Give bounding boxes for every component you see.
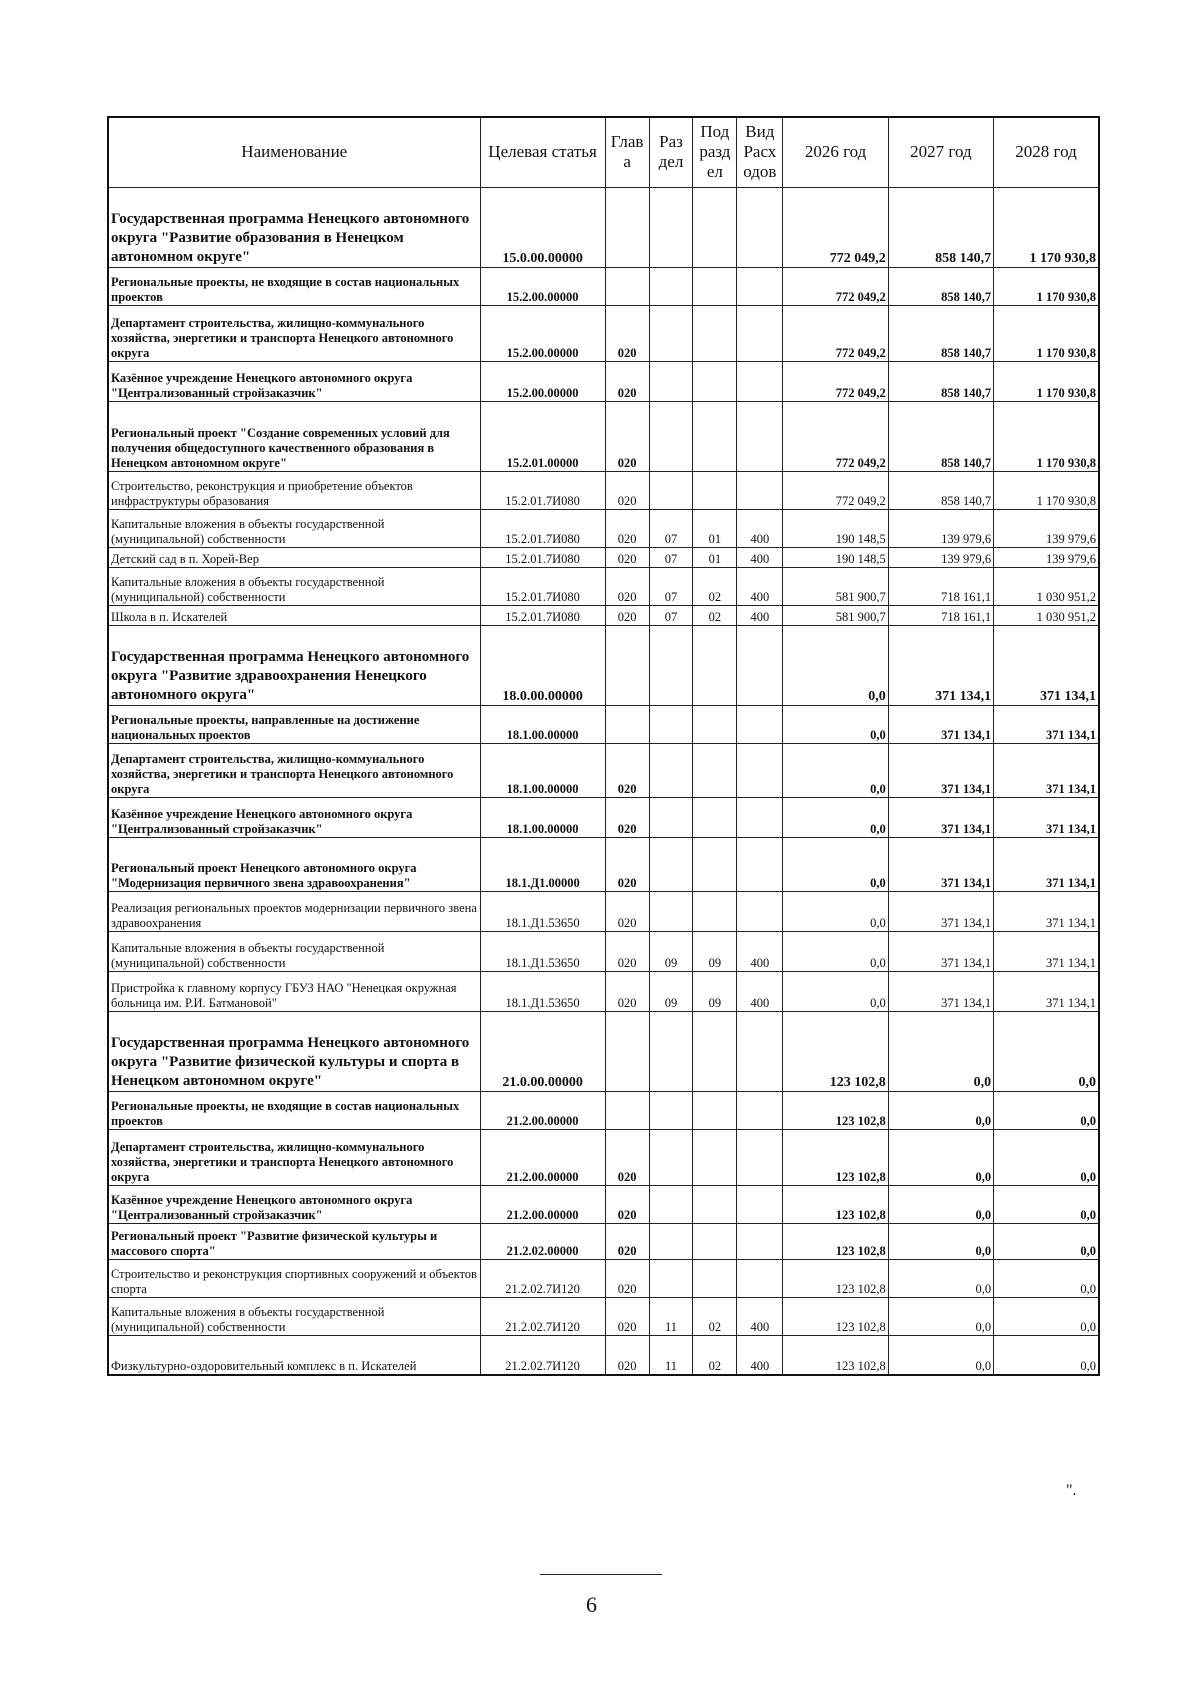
header-exp-type: Вид Расх одов [737,117,783,187]
cell-y2028: 0,0 [994,1129,1099,1185]
cell-chapter: 020 [605,1185,649,1223]
cell-exp-type: 400 [737,931,783,971]
cell-chapter: 020 [605,471,649,509]
cell-chapter: 020 [605,891,649,931]
table-row [108,605,1099,625]
cell-chapter: 020 [605,1335,649,1375]
cell-exp-type [737,1259,783,1297]
cell-section: 09 [649,971,693,1011]
header-subsection: Под разд ел [693,117,737,187]
cell-y2027: 0,0 [888,1185,993,1223]
cell-y2026: 123 102,8 [783,1091,888,1129]
table-row [108,1297,1099,1335]
cell-y2026: 190 148,5 [783,509,888,547]
cell-name: Капитальные вложения в объекты государственной (муниципальной) собственности [108,509,480,547]
cell-y2026: 772 049,2 [783,305,888,361]
cell-y2028: 371 134,1 [994,743,1099,797]
cell-name: Физкультурно-оздоровительный комплекс в п. Искателей [108,1335,480,1375]
table-row [108,797,1099,837]
cell-y2027: 858 140,7 [888,267,993,305]
cell-exp-type [737,1129,783,1185]
cell-name: Региональные проекты, не входящие в состав национальных проектов [108,267,480,305]
cell-target: 15.2.00.00000 [480,305,605,361]
table-row [108,705,1099,743]
cell-y2028: 1 170 930,8 [994,305,1099,361]
header-chapter: Глав а [605,117,649,187]
cell-y2027: 0,0 [888,1011,993,1091]
cell-section [649,743,693,797]
cell-y2026: 772 049,2 [783,471,888,509]
cell-name: Региональные проекты, не входящие в состав национальных проектов [108,1091,480,1129]
header-target: Целевая статья [480,117,605,187]
cell-y2027: 371 134,1 [888,625,993,705]
cell-subsection [693,625,737,705]
cell-y2028: 371 134,1 [994,625,1099,705]
cell-name: Государственная программа Ненецкого автономного округа "Развитие здравоохранения Ненецкого автономного округа" [108,625,480,705]
cell-y2026: 581 900,7 [783,605,888,625]
cell-subsection [693,1223,737,1259]
cell-section [649,837,693,891]
cell-y2026: 772 049,2 [783,361,888,401]
table-row [108,743,1099,797]
cell-target: 15.2.00.00000 [480,361,605,401]
cell-section [649,705,693,743]
table-row [108,1185,1099,1223]
table-row [108,1335,1099,1375]
cell-y2028: 371 134,1 [994,971,1099,1011]
table-row [108,267,1099,305]
cell-target: 15.2.01.7И080 [480,509,605,547]
cell-name: Государственная программа Ненецкого автономного округа "Развитие физической культуры и спорта в Ненецком автономном округе" [108,1011,480,1091]
cell-section [649,1129,693,1185]
cell-y2027: 371 134,1 [888,837,993,891]
cell-subsection [693,187,737,267]
cell-chapter: 020 [605,305,649,361]
cell-section [649,401,693,471]
cell-subsection [693,305,737,361]
cell-y2027: 0,0 [888,1259,993,1297]
cell-name: Капитальные вложения в объекты государственной (муниципальной) собственности [108,1297,480,1335]
cell-exp-type [737,361,783,401]
cell-subsection [693,1259,737,1297]
cell-y2026: 0,0 [783,705,888,743]
cell-target: 21.2.00.00000 [480,1091,605,1129]
cell-y2027: 0,0 [888,1091,993,1129]
cell-section [649,267,693,305]
cell-subsection [693,743,737,797]
cell-y2027: 718 161,1 [888,605,993,625]
cell-y2028: 371 134,1 [994,891,1099,931]
cell-y2027: 0,0 [888,1297,993,1335]
cell-target: 18.1.Д1.00000 [480,837,605,891]
cell-y2028: 371 134,1 [994,837,1099,891]
cell-y2026: 772 049,2 [783,187,888,267]
cell-name: Государственная программа Ненецкого автономного округа "Развитие образования в Ненецком автономном округе" [108,187,480,267]
cell-y2027: 858 140,7 [888,305,993,361]
cell-y2026: 123 102,8 [783,1185,888,1223]
cell-target: 18.1.00.00000 [480,743,605,797]
cell-y2028: 1 030 951,2 [994,567,1099,605]
cell-section: 07 [649,547,693,567]
cell-target: 15.2.00.00000 [480,267,605,305]
table-row [108,567,1099,605]
cell-y2028: 0,0 [994,1091,1099,1129]
cell-section [649,625,693,705]
cell-name: Региональные проекты, направленные на достижение национальных проектов [108,705,480,743]
cell-chapter [605,187,649,267]
cell-section: 11 [649,1335,693,1375]
cell-name: Региональный проект "Развитие физической культуры и массового спорта" [108,1223,480,1259]
cell-name: Реализация региональных проектов модернизации первичного звена здравоохранения [108,891,480,931]
table-row [108,305,1099,361]
closing-quote-mark: ". [1066,1482,1077,1499]
cell-y2028: 0,0 [994,1185,1099,1223]
cell-target: 15.2.01.7И080 [480,567,605,605]
cell-target: 15.2.01.7И080 [480,471,605,509]
cell-name: Строительство, реконструкция и приобретение объектов инфраструктуры образования [108,471,480,509]
cell-section [649,187,693,267]
cell-target: 21.0.00.00000 [480,1011,605,1091]
cell-y2027: 0,0 [888,1223,993,1259]
cell-chapter [605,1091,649,1129]
cell-exp-type [737,187,783,267]
cell-subsection [693,797,737,837]
cell-section: 07 [649,509,693,547]
cell-y2026: 0,0 [783,625,888,705]
cell-y2027: 371 134,1 [888,931,993,971]
cell-section: 11 [649,1297,693,1335]
table-row [108,625,1099,705]
cell-subsection [693,1011,737,1091]
table-row [108,1129,1099,1185]
cell-target: 18.0.00.00000 [480,625,605,705]
table-row [108,1259,1099,1297]
table-row [108,891,1099,931]
cell-subsection [693,401,737,471]
cell-y2026: 123 102,8 [783,1259,888,1297]
cell-section [649,1091,693,1129]
table-row [108,837,1099,891]
cell-exp-type: 400 [737,547,783,567]
cell-y2028: 1 170 930,8 [994,471,1099,509]
budget-table [107,116,1100,1376]
cell-y2026: 772 049,2 [783,267,888,305]
cell-y2027: 0,0 [888,1335,993,1375]
header-section: Раз дел [649,117,693,187]
cell-y2028: 139 979,6 [994,547,1099,567]
cell-target: 21.2.00.00000 [480,1129,605,1185]
cell-y2026: 190 148,5 [783,547,888,567]
cell-exp-type [737,1091,783,1129]
cell-subsection [693,1185,737,1223]
cell-chapter [605,1011,649,1091]
cell-subsection: 02 [693,1335,737,1375]
cell-subsection: 09 [693,931,737,971]
cell-subsection [693,267,737,305]
cell-section: 07 [649,567,693,605]
cell-exp-type [737,837,783,891]
cell-target: 18.1.Д1.53650 [480,931,605,971]
cell-chapter: 020 [605,1297,649,1335]
cell-target: 15.2.01.7И080 [480,605,605,625]
cell-name: Департамент строительства, жилищно-коммунального хозяйства, энергетики и транспорта Ненецкого автономного округа [108,1129,480,1185]
cell-subsection [693,891,737,931]
cell-chapter: 020 [605,401,649,471]
cell-exp-type [737,891,783,931]
cell-y2027: 858 140,7 [888,471,993,509]
cell-y2027: 139 979,6 [888,547,993,567]
cell-y2027: 371 134,1 [888,891,993,931]
cell-chapter: 020 [605,797,649,837]
cell-y2026: 123 102,8 [783,1011,888,1091]
cell-y2026: 123 102,8 [783,1223,888,1259]
cell-y2026: 123 102,8 [783,1297,888,1335]
cell-exp-type [737,1011,783,1091]
cell-subsection [693,361,737,401]
cell-name: Школа в п. Искателей [108,605,480,625]
cell-y2027: 139 979,6 [888,509,993,547]
cell-chapter: 020 [605,567,649,605]
cell-subsection [693,1129,737,1185]
cell-exp-type [737,1223,783,1259]
cell-y2028: 371 134,1 [994,931,1099,971]
cell-chapter: 020 [605,971,649,1011]
cell-subsection [693,837,737,891]
cell-exp-type [737,743,783,797]
budget-table-container [107,116,1100,1376]
cell-name: Департамент строительства, жилищно-коммунального хозяйства, энергетики и транспорта Ненецкого автономного округа [108,305,480,361]
cell-y2028: 139 979,6 [994,509,1099,547]
cell-exp-type [737,267,783,305]
cell-target: 18.1.00.00000 [480,705,605,743]
cell-name: Казённое учреждение Ненецкого автономного округа "Централизованный стройзаказчик" [108,361,480,401]
cell-section [649,891,693,931]
cell-exp-type: 400 [737,567,783,605]
cell-subsection: 01 [693,547,737,567]
cell-y2027: 371 134,1 [888,797,993,837]
cell-exp-type [737,471,783,509]
cell-y2028: 1 170 930,8 [994,401,1099,471]
cell-target: 21.2.02.7И120 [480,1259,605,1297]
cell-subsection: 02 [693,605,737,625]
cell-y2028: 0,0 [994,1297,1099,1335]
cell-subsection [693,1091,737,1129]
cell-chapter: 020 [605,1223,649,1259]
cell-name: Казённое учреждение Ненецкого автономного округа "Централизованный стройзаказчик" [108,797,480,837]
cell-subsection [693,471,737,509]
table-row [108,1223,1099,1259]
cell-section [649,471,693,509]
cell-subsection: 09 [693,971,737,1011]
cell-name: Региональный проект Ненецкого автономного округа "Модернизация первичного звена здравоохранения" [108,837,480,891]
table-row [108,547,1099,567]
cell-chapter: 020 [605,1259,649,1297]
header-2026: 2026 год [783,117,888,187]
cell-chapter: 020 [605,1129,649,1185]
cell-y2027: 858 140,7 [888,187,993,267]
header-2027: 2027 год [888,117,993,187]
cell-exp-type: 400 [737,509,783,547]
cell-exp-type [737,797,783,837]
cell-target: 18.1.Д1.53650 [480,971,605,1011]
cell-section [649,305,693,361]
cell-y2026: 0,0 [783,971,888,1011]
cell-section: 07 [649,605,693,625]
cell-target: 21.2.02.00000 [480,1223,605,1259]
cell-subsection: 01 [693,509,737,547]
cell-section [649,361,693,401]
cell-name: Региональный проект "Создание современных условий для получения общедоступного качественного образования в Ненецком автономном округе" [108,401,480,471]
cell-exp-type: 400 [737,971,783,1011]
table-header-row [108,117,1099,187]
header-2028: 2028 год [994,117,1099,187]
cell-exp-type: 400 [737,1297,783,1335]
cell-y2026: 0,0 [783,931,888,971]
cell-target: 15.2.01.7И080 [480,547,605,567]
cell-chapter: 020 [605,931,649,971]
cell-target: 18.1.Д1.53650 [480,891,605,931]
cell-exp-type [737,1185,783,1223]
cell-target: 15.0.00.00000 [480,187,605,267]
cell-y2028: 371 134,1 [994,797,1099,837]
cell-subsection [693,705,737,743]
cell-exp-type [737,401,783,471]
cell-name: Детский сад в п. Хорей-Вер [108,547,480,567]
table-row [108,971,1099,1011]
cell-y2026: 0,0 [783,891,888,931]
cell-chapter: 020 [605,743,649,797]
cell-y2027: 858 140,7 [888,361,993,401]
cell-section: 09 [649,931,693,971]
cell-name: Казённое учреждение Ненецкого автономного округа "Централизованный стройзаказчик" [108,1185,480,1223]
cell-section [649,1185,693,1223]
cell-exp-type [737,705,783,743]
cell-y2028: 0,0 [994,1259,1099,1297]
table-row [108,931,1099,971]
cell-chapter: 020 [605,509,649,547]
cell-section [649,1011,693,1091]
cell-exp-type [737,625,783,705]
cell-chapter: 020 [605,837,649,891]
cell-target: 21.2.00.00000 [480,1185,605,1223]
header-name: Наименование [108,117,480,187]
table-row [108,401,1099,471]
cell-exp-type: 400 [737,1335,783,1375]
cell-target: 18.1.00.00000 [480,797,605,837]
cell-target: 15.2.01.00000 [480,401,605,471]
cell-chapter: 020 [605,361,649,401]
cell-target: 21.2.02.7И120 [480,1297,605,1335]
cell-y2028: 1 030 951,2 [994,605,1099,625]
cell-chapter [605,625,649,705]
cell-exp-type [737,305,783,361]
cell-chapter [605,705,649,743]
cell-y2028: 1 170 930,8 [994,267,1099,305]
cell-y2027: 371 134,1 [888,971,993,1011]
cell-y2026: 0,0 [783,743,888,797]
cell-subsection: 02 [693,567,737,605]
cell-subsection: 02 [693,1297,737,1335]
cell-section [649,1259,693,1297]
cell-y2026: 0,0 [783,797,888,837]
cell-chapter: 020 [605,605,649,625]
cell-y2027: 0,0 [888,1129,993,1185]
cell-y2028: 1 170 930,8 [994,361,1099,401]
cell-y2028: 0,0 [994,1223,1099,1259]
cell-name: Капитальные вложения в объекты государственной (муниципальной) собственности [108,931,480,971]
cell-y2026: 123 102,8 [783,1129,888,1185]
table-row [108,471,1099,509]
cell-y2028: 1 170 930,8 [994,187,1099,267]
cell-y2027: 858 140,7 [888,401,993,471]
cell-y2028: 0,0 [994,1011,1099,1091]
cell-y2028: 371 134,1 [994,705,1099,743]
cell-y2028: 0,0 [994,1335,1099,1375]
cell-name: Строительство и реконструкция спортивных сооружений и объектов спорта [108,1259,480,1297]
cell-y2026: 772 049,2 [783,401,888,471]
cell-chapter [605,267,649,305]
table-row [108,509,1099,547]
page-number: 6 [586,1592,597,1617]
cell-target: 21.2.02.7И120 [480,1335,605,1375]
cell-y2026: 123 102,8 [783,1335,888,1375]
cell-section [649,797,693,837]
table-row [108,361,1099,401]
cell-exp-type: 400 [737,605,783,625]
table-row [108,187,1099,267]
cell-y2026: 581 900,7 [783,567,888,605]
table-row [108,1011,1099,1091]
table-row [108,1091,1099,1129]
cell-chapter: 020 [605,547,649,567]
footer-divider [540,1574,662,1575]
cell-name: Капитальные вложения в объекты государственной (муниципальной) собственности [108,567,480,605]
cell-name: Департамент строительства, жилищно-коммунального хозяйства, энергетики и транспорта Ненецкого автономного округа [108,743,480,797]
cell-y2027: 371 134,1 [888,743,993,797]
cell-section [649,1223,693,1259]
cell-y2026: 0,0 [783,837,888,891]
cell-name: Пристройка к главному корпусу ГБУЗ НАО "Ненецкая окружная больница им. Р.И. Батмановой" [108,971,480,1011]
cell-y2027: 718 161,1 [888,567,993,605]
cell-y2027: 371 134,1 [888,705,993,743]
